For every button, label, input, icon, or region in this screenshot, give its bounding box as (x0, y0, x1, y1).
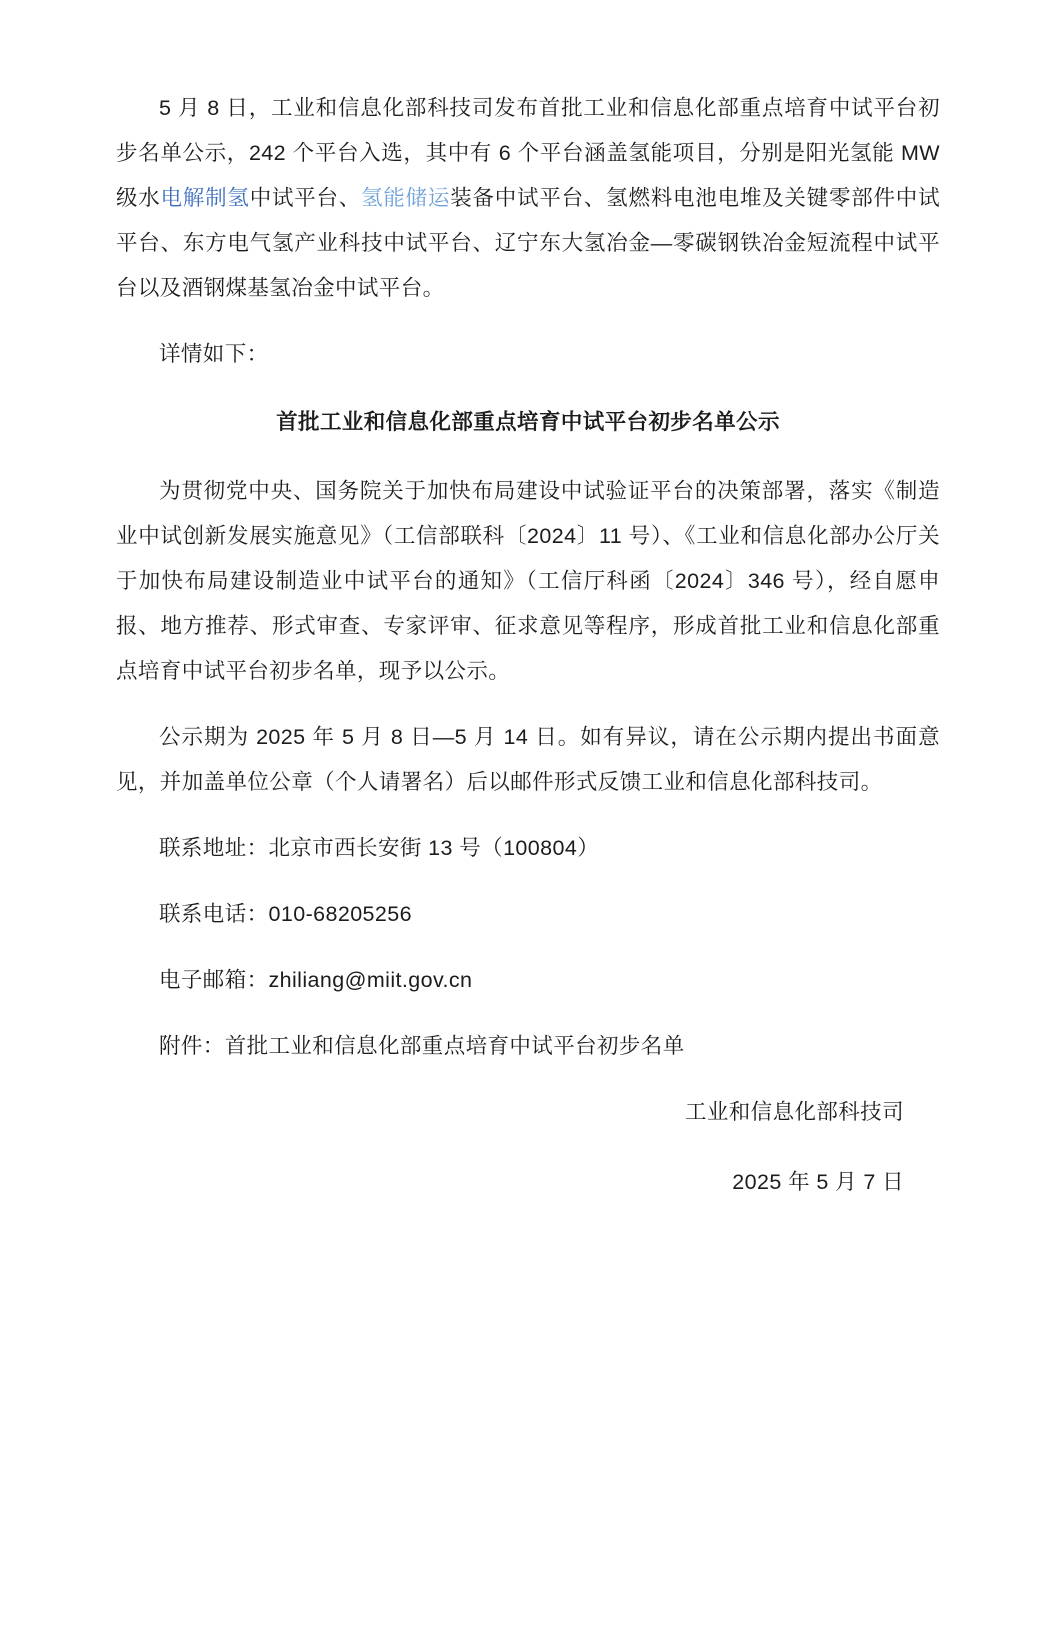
contact-email-line: 电子邮箱：zhiliang@miit.gov.cn (159, 968, 473, 992)
contact-address-line: 联系地址：北京市西长安街 13 号（100804） (159, 836, 600, 860)
intro-paragraph (116, 86, 940, 311)
details-label: 详情如下： (159, 342, 269, 366)
issue-date: 2025 年 5 月 7 日 (732, 1170, 904, 1194)
notice-body-paragraph-2: 公示期为 2025 年 5 月 8 日—5 月 14 日。如有异议，请在公示期内提出书面意见，并加盖单位公章（个人请署名）后以邮件形式反馈工业和信息化部科技司。 (116, 725, 940, 794)
link-hydrogen-storage-transport[interactable]: 氢能储运 (361, 186, 451, 210)
contact-phone-line: 联系电话：010-68205256 (159, 902, 412, 926)
link-electrolysis-hydrogen[interactable]: 电解制氢 (160, 186, 250, 210)
intro-text-3: 装备中试平台、氢燃料电池电堆及关键零部件中试平台、东方电气氢产业科技中试平台、辽宁东大氢冶金—零碳钢铁冶金短流程中试平台以及酒钢煤基氢冶金中试平台。 (116, 186, 940, 300)
issuer-signature: 工业和信息化部科技司 (684, 1100, 904, 1124)
notice-body-paragraph-1: 为贯彻党中央、国务院关于加快布局建设中试验证平台的决策部署，落实《制造业中试创新发展实施意见》（工信部联科〔2024〕11 号）、《工业和信息化部办公厅关于加快布局建设制造业中试平台的通知》（工信厅科函〔2024〕346 号），经自愿申报、地方推荐、形式审查、专家评审、征求意见等程序，形成首批工业和信息化部重点培育中试平台初步名单，现予以公示。 (116, 479, 940, 683)
intro-text-1: 5 月 8 日，工业和信息化部科技司发布首批工业和信息化部重点培育中试平台初步名单公示，242 个平台入选，其中有 6 个平台涵盖氢能项目，分别是阳光氢能 MW 级水 (116, 96, 940, 210)
notice-title: 首批工业和信息化部重点培育中试平台初步名单公示 (276, 410, 780, 434)
intro-text-2: 中试平台、 (249, 186, 362, 210)
attachment-line: 附件：首批工业和信息化部重点培育中试平台初步名单 (159, 1034, 685, 1058)
